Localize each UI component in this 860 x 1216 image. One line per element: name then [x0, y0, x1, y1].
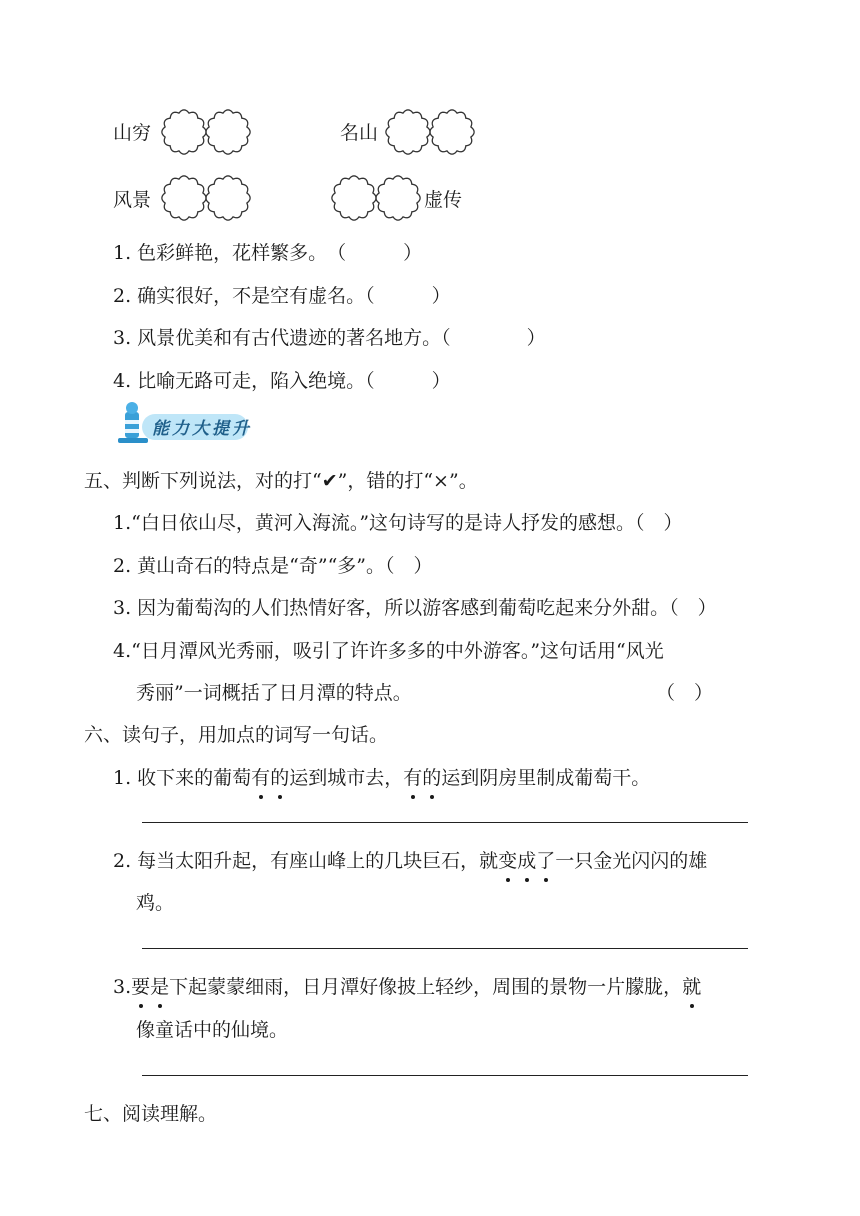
answer-flower-box[interactable]: [160, 174, 208, 222]
flower-outline-icon: [384, 108, 432, 156]
dotted-char: 要: [131, 972, 150, 999]
answer-line[interactable]: [142, 822, 748, 823]
dotted-char: 是: [150, 972, 169, 999]
flower-outline-icon: [160, 108, 208, 156]
sentence-2: 2. 每当太阳升起，有座山峰上的几块巨石，就变成了一只金光闪闪的雄: [113, 846, 707, 873]
answer-flower-box[interactable]: [330, 174, 378, 222]
meaning-item: 1. 色彩鲜艳，花样繁多。 （ ）: [113, 242, 423, 264]
word-suffix-4: 虚传: [424, 189, 463, 211]
dotted-word: [403, 767, 441, 789]
judge-answer-blank[interactable]: （ ）: [656, 682, 714, 704]
word-prefix-2: 名山: [340, 122, 379, 144]
flower-outline-icon: [204, 174, 252, 222]
flower-outline-icon: [428, 108, 476, 156]
sentence-2-cont: 鸡。: [136, 892, 175, 914]
meaning-item: 4. 比喻无路可走，陷入绝境。（ ）: [113, 370, 451, 392]
answer-line[interactable]: [142, 948, 748, 949]
answer-line[interactable]: [142, 1075, 748, 1076]
dotted-word: [498, 850, 555, 872]
dotted-char: 有: [251, 763, 270, 790]
sentence-3: 3.要是下起蒙蒙细雨，日月潭好像披上轻纱，周围的景物一片朦胧，就: [113, 972, 701, 999]
answer-flower-box[interactable]: [374, 174, 422, 222]
flower-outline-icon: [374, 174, 422, 222]
judge-item: 4.“日月潭风光秀丽，吸引了许许多多的中外游客。”这句话用“风光: [113, 640, 664, 662]
dotted-word: [682, 976, 701, 998]
judge-item: 1.“白日依山尽，黄河入海流。”这句诗写的是诗人抒发的感想。（ ）: [113, 512, 683, 534]
dotted-char: 就: [682, 972, 701, 999]
judge-item: 2. 黄山奇石的特点是“奇”“多”。（ ）: [113, 555, 433, 577]
section-7-title: 七、阅读理解。: [84, 1103, 218, 1125]
dotted-word: [131, 976, 169, 998]
dotted-char: 了: [536, 846, 555, 873]
flower-outline-icon: [160, 174, 208, 222]
judge-item: 3. 因为葡萄沟的人们热情好客，所以游客感到葡萄吃起来分外甜。（ ）: [113, 597, 717, 619]
meaning-item: 2. 确实很好，不是空有虚名。（ ）: [113, 285, 451, 307]
sentence-3-cont: 像童话中的仙境。: [136, 1019, 289, 1041]
section-6-title: 六、读句子，用加点的词写一句话。: [84, 724, 389, 746]
answer-flower-box[interactable]: [204, 174, 252, 222]
word-prefix-3: 风景: [113, 189, 152, 211]
dotted-char: 变: [498, 846, 517, 873]
dotted-word: [251, 767, 289, 789]
ability-badge: [112, 400, 252, 446]
answer-flower-box[interactable]: [160, 108, 208, 156]
dotted-char: 成: [517, 846, 536, 873]
dotted-char: 的: [270, 763, 289, 790]
sentence-1: 1. 收下来的葡萄有的运到城市去，有的运到阴房里制成葡萄干。: [113, 763, 650, 790]
answer-flower-box[interactable]: [384, 108, 432, 156]
ability-badge-label: 能力大提升: [152, 419, 252, 439]
answer-flower-box[interactable]: [204, 108, 252, 156]
flower-outline-icon: [330, 174, 378, 222]
dotted-char: 有: [403, 763, 422, 790]
flower-outline-icon: [204, 108, 252, 156]
word-prefix-1: 山穷: [113, 122, 152, 144]
answer-flower-box[interactable]: [428, 108, 476, 156]
section-5-title: 五、判断下列说法，对的打“✔”，错的打“×”。: [84, 470, 478, 492]
dotted-char: 的: [422, 763, 441, 790]
judge-item-cont: 秀丽”一词概括了日月潭的特点。: [136, 682, 412, 704]
meaning-item: 3. 风景优美和有古代遗迹的著名地方。（ ）: [113, 327, 546, 349]
